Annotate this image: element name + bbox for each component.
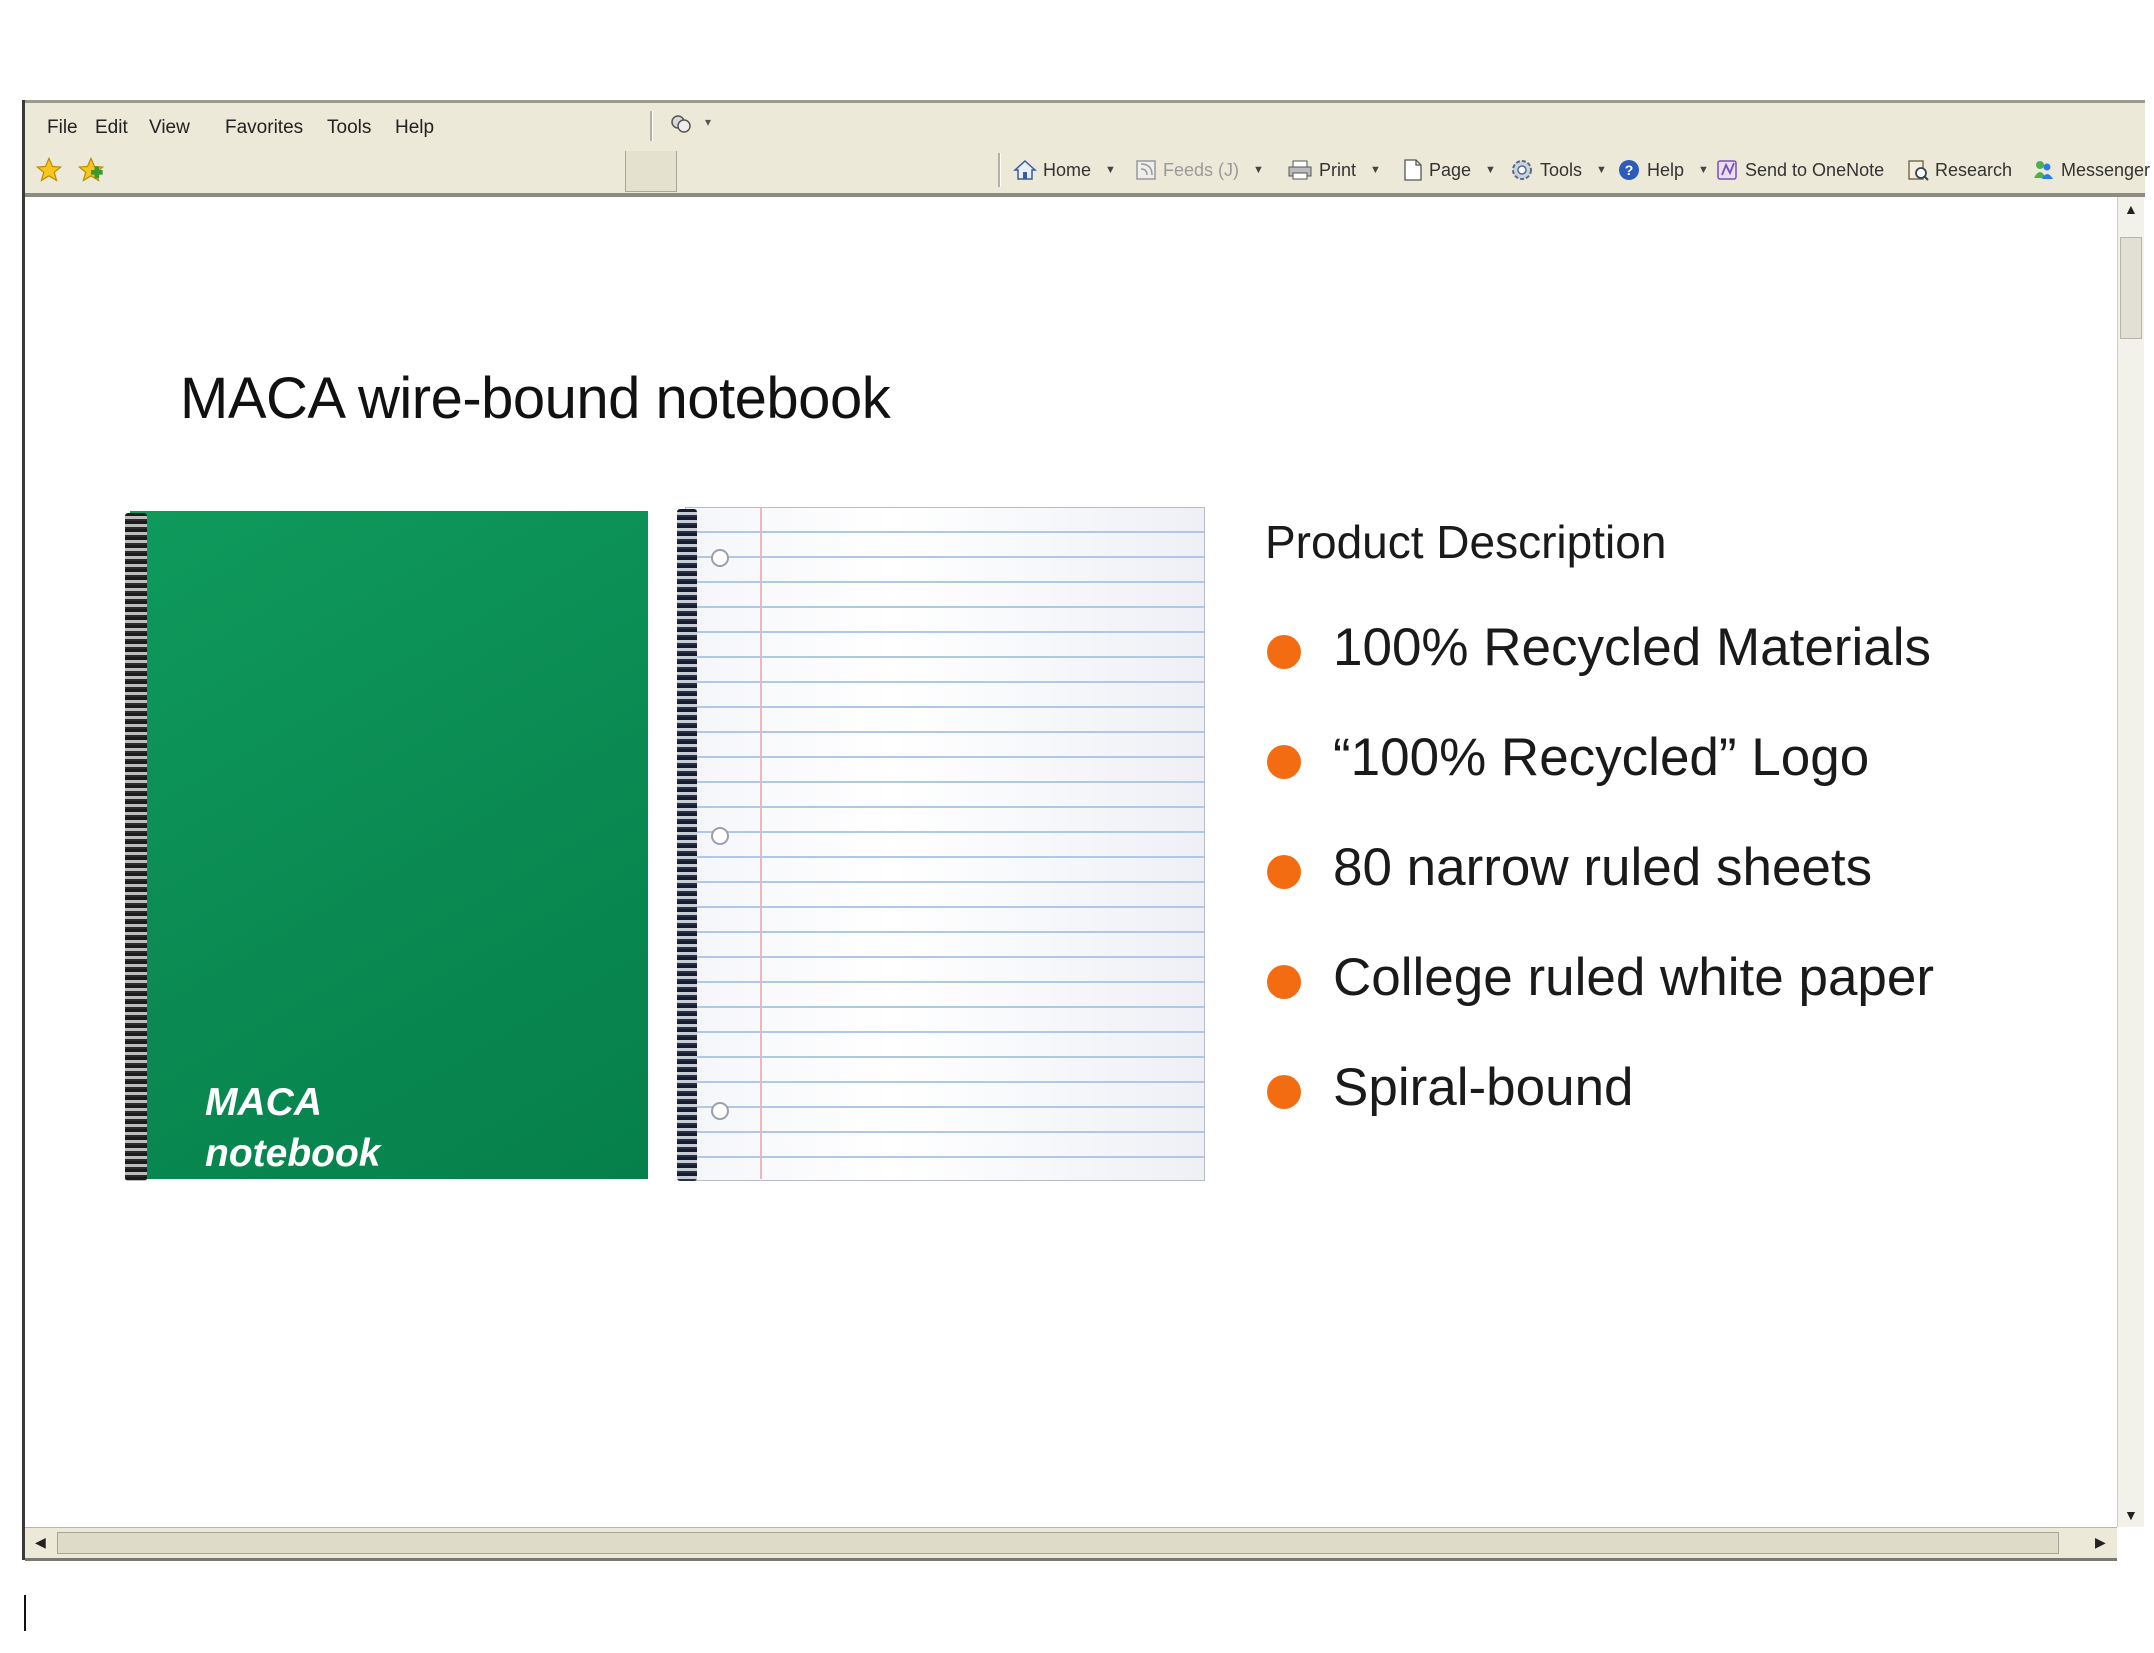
scroll-left-arrow-icon[interactable]: ◀ xyxy=(35,1534,46,1550)
tools-dropdown-icon[interactable]: ▼ xyxy=(1596,164,1607,176)
bullet-dot-icon xyxy=(1267,1075,1301,1109)
list-item-text: 80 narrow ruled sheets xyxy=(1333,838,1873,897)
horizontal-scroll-thumb[interactable] xyxy=(57,1532,2059,1554)
feeds-label: Feeds (J) xyxy=(1163,159,1240,180)
list-item-text: 100% Recycled Materials xyxy=(1333,618,1931,677)
page-label: Page xyxy=(1429,159,1472,180)
onenote-label: Send to OneNote xyxy=(1745,159,1885,180)
list-item-text: Spiral-bound xyxy=(1333,1058,1634,1117)
messenger-icon xyxy=(2031,158,2055,182)
menu-tools[interactable]: Tools xyxy=(327,117,372,138)
msn-icon[interactable] xyxy=(670,113,692,135)
print-icon xyxy=(1287,159,1313,181)
page-menu-button[interactable] xyxy=(1403,147,1496,193)
menu-separator xyxy=(650,111,653,141)
page-content xyxy=(25,197,2117,1527)
punch-hole xyxy=(711,827,729,845)
punch-hole xyxy=(711,549,729,567)
menu-bar xyxy=(25,100,2145,150)
research-button[interactable] xyxy=(1905,147,2012,193)
help-dropdown-icon[interactable]: ▼ xyxy=(1698,164,1709,176)
page-margin-line xyxy=(760,507,762,1179)
scroll-up-arrow-icon[interactable]: ▲ xyxy=(2124,201,2138,217)
page-title: MACA wire-bound notebook xyxy=(180,366,891,431)
messenger-button[interactable] xyxy=(2031,147,2150,193)
horizontal-scrollbar[interactable] xyxy=(25,1527,2117,1561)
page-dropdown-icon[interactable]: ▼ xyxy=(1485,164,1496,176)
tools-menu-button[interactable] xyxy=(1510,147,1607,193)
research-icon xyxy=(1905,158,1929,182)
msn-dropdown-arrow-icon[interactable]: ▾ xyxy=(705,115,712,129)
home-button[interactable] xyxy=(1013,147,1116,193)
print-dropdown-icon[interactable]: ▼ xyxy=(1370,164,1381,176)
tools-gear-icon xyxy=(1510,158,1534,182)
text-cursor xyxy=(24,1595,26,1631)
punch-hole xyxy=(711,1102,729,1120)
menu-view[interactable]: View xyxy=(149,117,190,138)
cover-text-line: MACA xyxy=(205,1081,322,1124)
cover-spiral-binding xyxy=(125,513,147,1181)
scroll-right-arrow-icon[interactable]: ▶ xyxy=(2095,1534,2106,1550)
add-favorite-icon[interactable] xyxy=(77,156,105,184)
page-icon xyxy=(1403,158,1423,182)
vertical-scrollbar[interactable] xyxy=(2117,197,2144,1527)
print-button[interactable] xyxy=(1287,147,1381,193)
home-dropdown-icon[interactable]: ▼ xyxy=(1105,164,1116,176)
research-label: Research xyxy=(1935,159,2013,180)
ruled-page-image xyxy=(685,507,1205,1181)
bullet-dot-icon xyxy=(1267,965,1301,999)
favorites-star-icon[interactable] xyxy=(35,156,63,184)
menu-favorites[interactable]: Favorites xyxy=(225,117,304,138)
menu-edit[interactable]: Edit xyxy=(95,117,128,138)
menu-help[interactable]: Help xyxy=(395,117,435,138)
help-menu-button[interactable] xyxy=(1617,147,1709,193)
cover-text xyxy=(205,1077,498,1230)
feeds-button[interactable] xyxy=(1135,147,1264,193)
list-item-text: College ruled white paper xyxy=(1333,948,1935,1007)
vertical-scroll-thumb[interactable] xyxy=(2120,237,2142,339)
browser-window xyxy=(22,100,2151,1560)
bullet-dot-icon xyxy=(1267,745,1301,779)
cover-text-line: 100 % Recycled xyxy=(205,1183,498,1226)
tab-area[interactable] xyxy=(625,151,677,192)
feeds-dropdown-icon[interactable]: ▼ xyxy=(1253,164,1264,176)
tools-label: Tools xyxy=(1540,159,1583,180)
svg-text:?: ? xyxy=(1624,162,1634,178)
send-to-onenote-button[interactable] xyxy=(1715,147,1884,193)
menu-file[interactable]: File xyxy=(47,117,78,138)
scroll-down-arrow-icon[interactable]: ▼ xyxy=(2124,1507,2138,1523)
bullet-dot-icon xyxy=(1267,635,1301,669)
command-bar xyxy=(25,147,2151,197)
product-description-heading: Product Description xyxy=(1265,516,1667,568)
help-icon xyxy=(1617,158,1641,182)
home-icon xyxy=(1013,158,1037,182)
command-bar-separator xyxy=(998,153,1001,187)
bullet-dot-icon xyxy=(1267,855,1301,889)
onenote-icon xyxy=(1715,158,1739,182)
cover-text-line: notebook xyxy=(205,1132,381,1175)
page-spiral-binding xyxy=(677,509,697,1181)
list-item-text: “100% Recycled” Logo xyxy=(1333,728,1870,787)
help-label: Help xyxy=(1647,159,1685,180)
print-label: Print xyxy=(1319,159,1357,180)
messenger-label: Messenger xyxy=(2061,159,2151,180)
feeds-icon xyxy=(1135,159,1157,181)
home-label: Home xyxy=(1043,159,1092,180)
